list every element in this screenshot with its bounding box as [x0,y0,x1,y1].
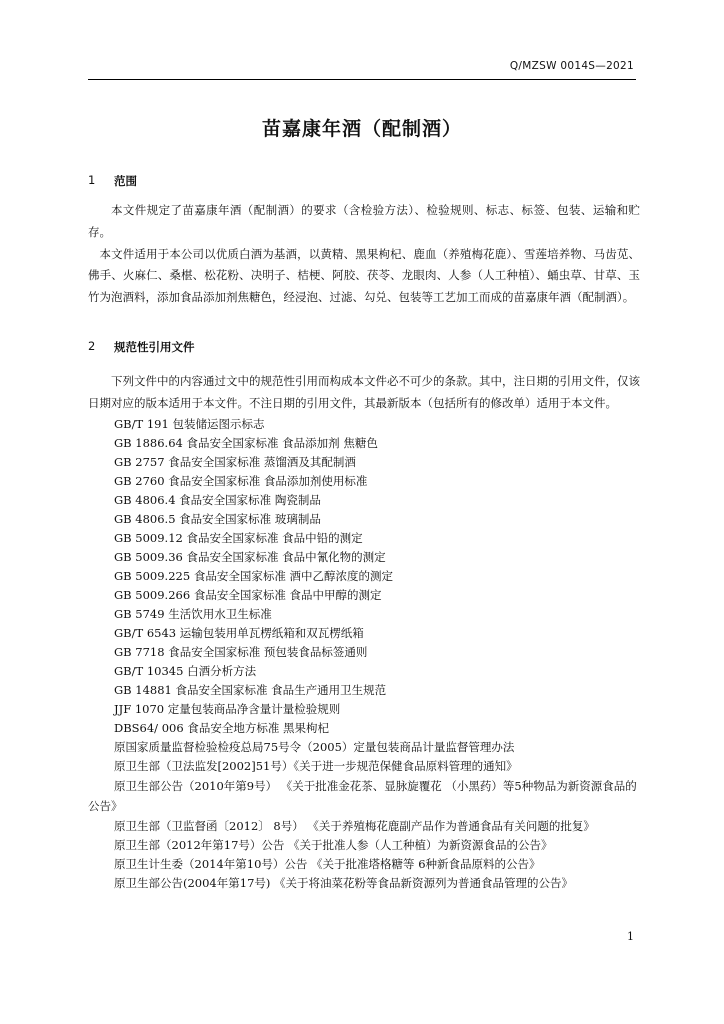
reference-item: GB 5009.12 食品安全国家标准 食品中铅的测定 [114,530,363,545]
document-title: 苗嘉康年酒（配制酒） [261,118,462,140]
reference-item: GB 5749 生活饮用水卫生标准 [114,606,272,621]
reference-item: 原卫生部（卫监督函〔2012〕 8号） 《关于养殖梅花鹿副产品作为普通食品有关问题的批复》 [114,818,595,833]
reference-list [88,415,640,893]
header-rule [88,79,636,80]
paragraph: 本文件规定了苗嘉康年酒（配制酒）的要求（含检验方法）、检验规则、标志、标签、包装、运输和贮存。 [88,203,640,239]
section-heading-scope [88,173,640,195]
reference-item: GB 4806.5 食品安全国家标准 玻璃制品 [114,511,321,526]
reference-item: GB 4806.4 食品安全国家标准 陶瓷制品 [114,492,321,507]
reference-item: GB 2760 食品安全国家标准 食品添加剂使用标准 [114,473,368,488]
standard-code: Q/MZSW 0014S—2021 [509,60,634,72]
reference-item: 原卫生部公告（2010年第9号） 《关于批准金花茶、显脉旋覆花 （小黑药）等5种物品为新资源食品的公告》 [88,778,637,813]
reference-item: 原国家质量监督检验检疫总局75号令（2005）定量包装商品计量监督管理办法 [114,739,515,754]
section-title: 规范性引用文件 [114,339,195,354]
reference-item: GB 14881 食品安全国家标准 食品生产通用卫生规范 [114,682,387,697]
reference-item: 原卫生部（卫法监发[2002]51号）《关于进一步规范保健食品原料管理的通知》 [114,758,518,773]
reference-item: GB/T 191 包装储运图示标志 [114,416,265,431]
section-number: 1 [88,173,96,187]
reference-item: 原卫生计生委（2014年第10号）公告 《关于批准塔格糖等 6种新食品原料的公告》 [114,856,541,871]
reference-item: DBS64/ 006 食品安全地方标准 黑果枸杞 [114,720,329,735]
reference-item: GB 7718 食品安全国家标准 预包装食品标签通则 [114,644,368,659]
paragraph: 本文件适用于本公司以优质白酒为基酒，以黄精、黑果枸杞、鹿血（养殖梅花鹿）、雪莲培养物、马齿苋、佛手、火麻仁、桑椹、松花粉、决明子、桔梗、阿胶、茯苓、龙眼肉、人参（人工种植）、蛹虫草、甘草、玉竹为泡酒料，添加食品添加剂焦糖色，经浸泡、过滤、勾兑、包装等工艺加工而成的苗嘉康年酒（配制酒）。 [88,246,640,305]
reference-item: GB 1886.64 食品安全国家标准 食品添加剂 焦糖色 [114,435,378,450]
reference-item: JJF 1070 定量包装商品净含量计量检验规则 [114,701,341,716]
reference-item: GB 5009.266 食品安全国家标准 食品中甲醇的测定 [114,587,382,602]
reference-item: GB 5009.225 食品安全国家标准 酒中乙醇浓度的测定 [114,568,393,583]
page-number: 1 [627,930,634,943]
section-title: 范围 [114,174,137,188]
document-body [88,173,640,893]
reference-item: GB 5009.36 食品安全国家标准 食品中氰化物的测定 [114,549,386,564]
section-heading-normative-references [88,339,640,361]
paragraph: 下列文件中的内容通过文中的规范性引用而构成本文件必不可少的条款。其中，注日期的引用文件，仅该日期对应的版本适用于本文件。不注日期的引用文件，其最新版本（包括所有的修改单）适用于本文件。 [88,373,640,410]
reference-item: GB/T 10345 白酒分析方法 [114,663,257,678]
section-number: 2 [88,338,96,353]
reference-item: GB/T 6543 运输包装用单瓦楞纸箱和双瓦楞纸箱 [114,625,364,640]
reference-item: 原卫生部公告(2004年第17号) 《关于将油菜花粉等食品新资源列为普通食品管理的公告》 [114,875,574,890]
reference-item: GB 2757 食品安全国家标准 蒸馏酒及其配制酒 [114,454,356,469]
reference-item: 原卫生部（2012年第17号）公告 《关于批准人参（人工种植）为新资源食品的公告》 [114,837,553,852]
